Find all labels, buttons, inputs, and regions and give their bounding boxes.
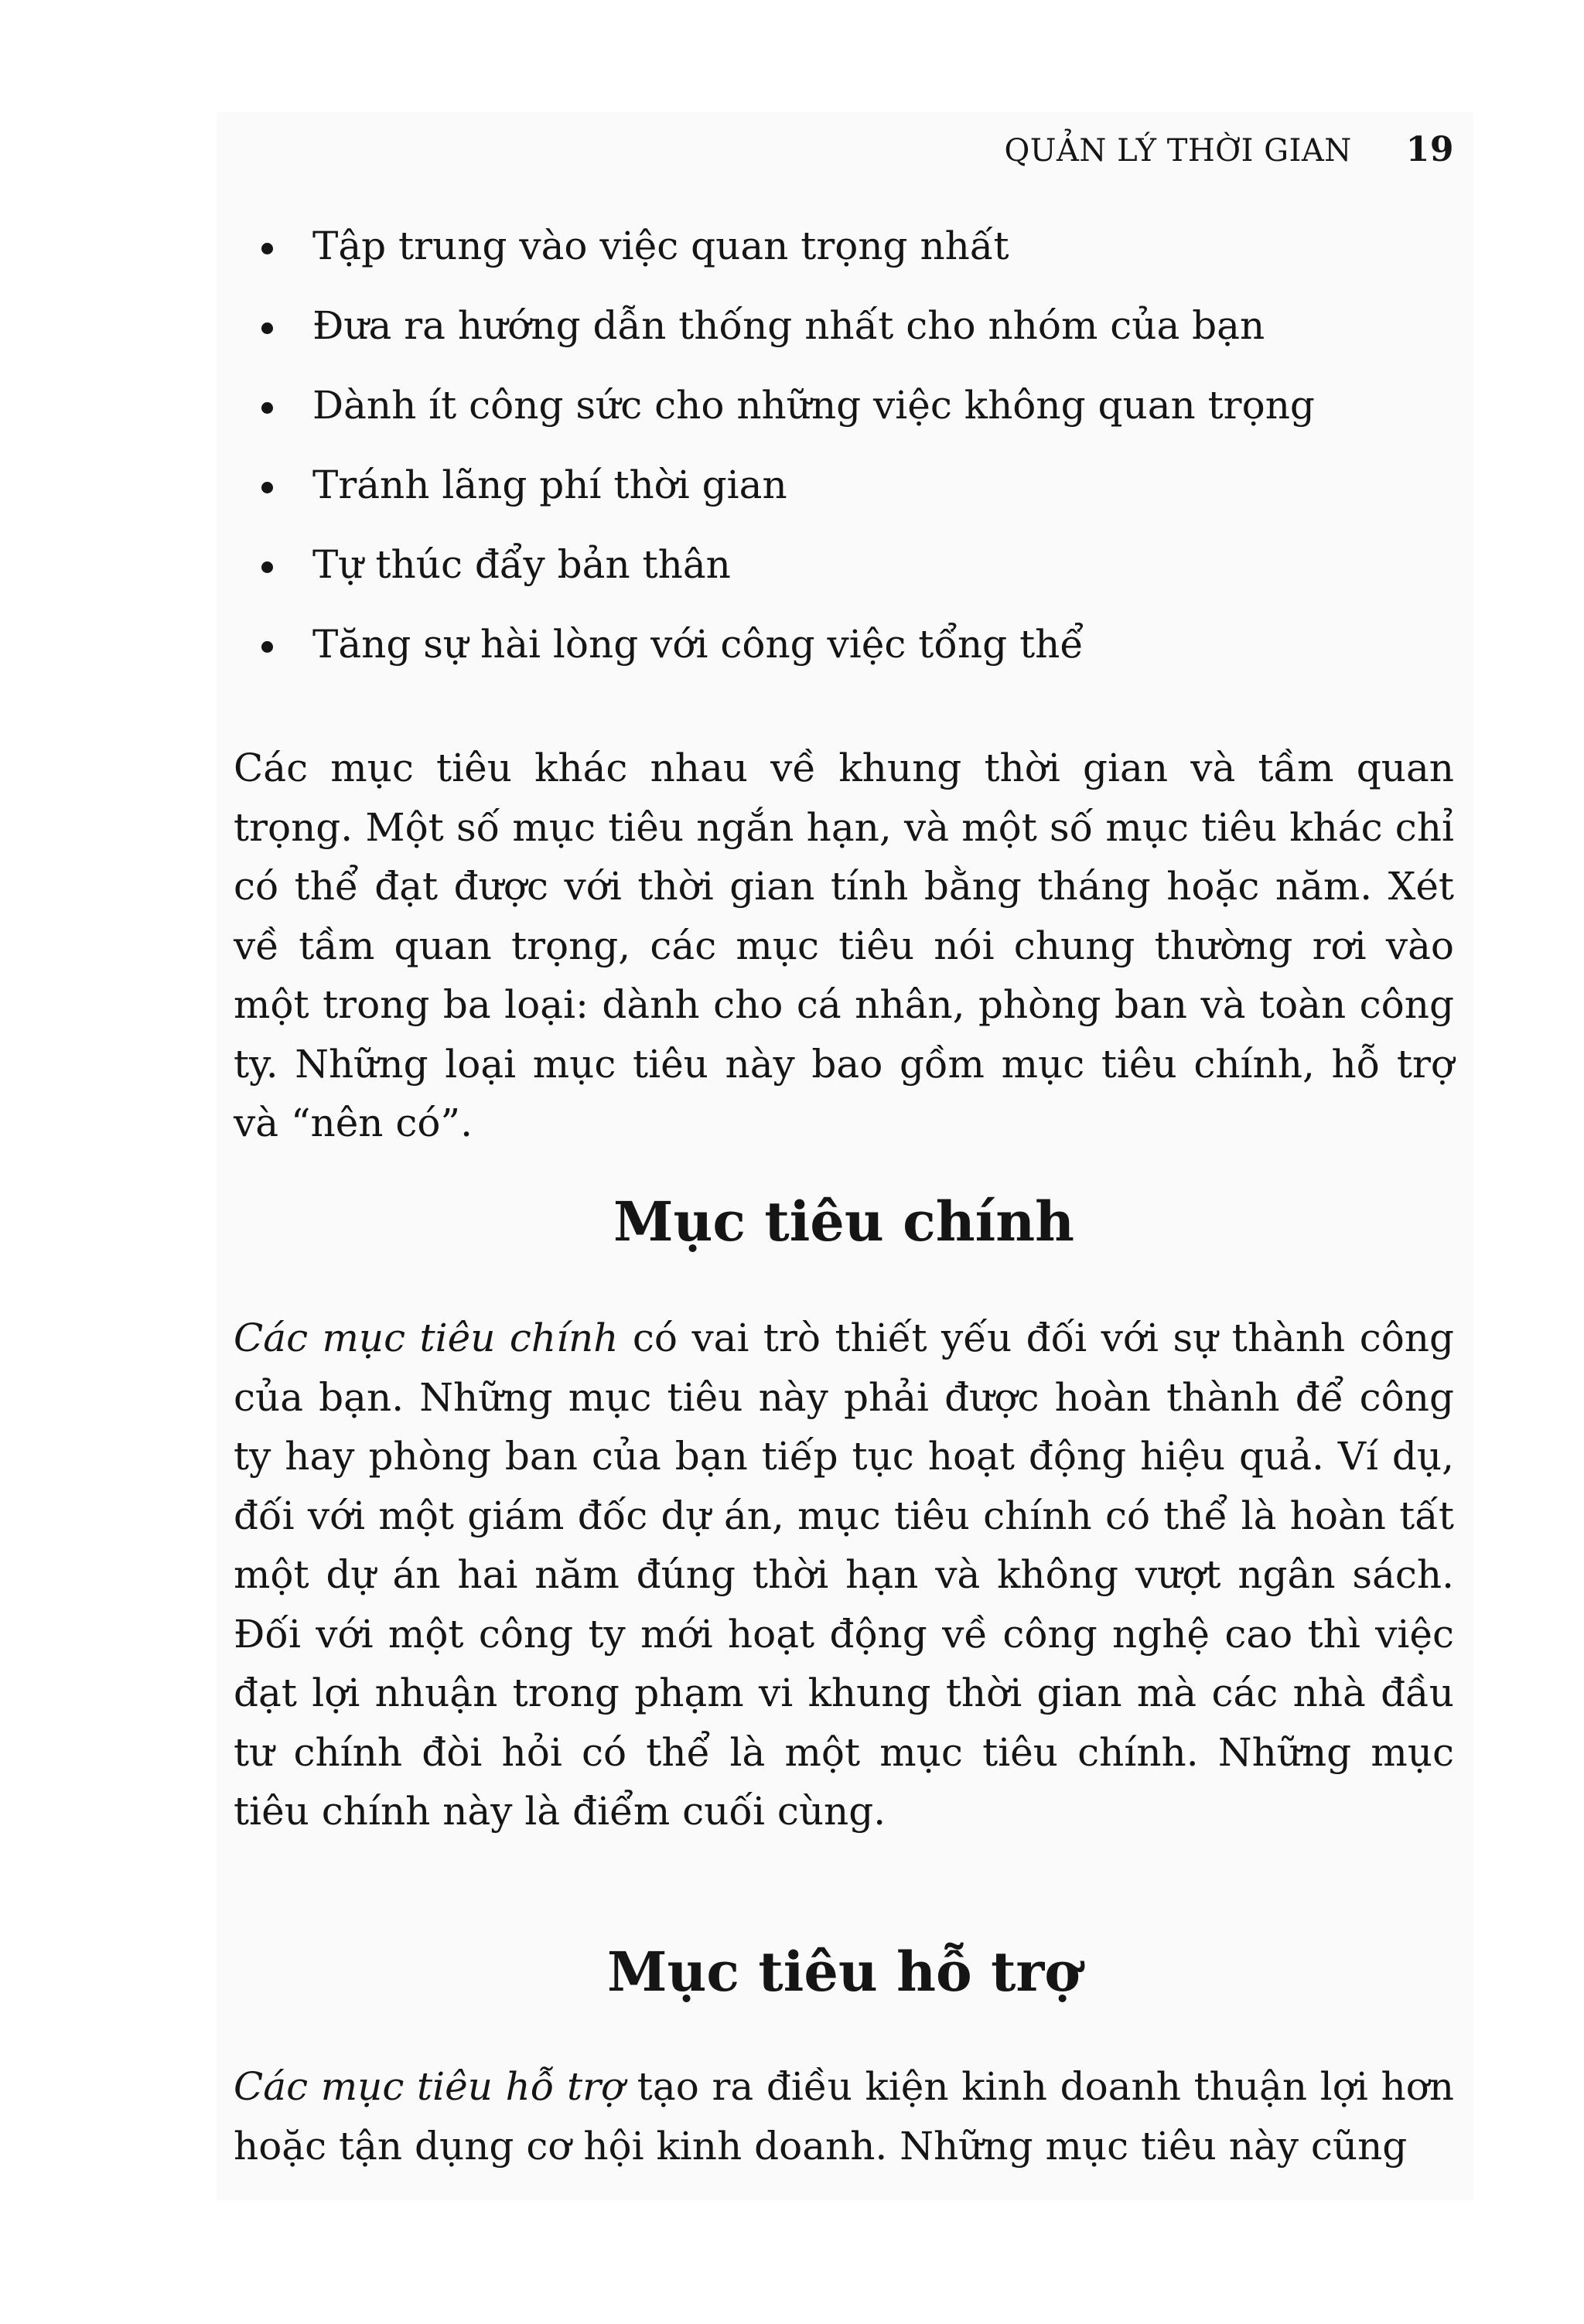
page-number: 19 — [1405, 130, 1454, 169]
section-heading-main-goals: Mục tiêu chính — [613, 1189, 1074, 1254]
support-goals-paragraph — [234, 2057, 1454, 2176]
bullet-item: Dành ít công sức cho những việc không quan trọng — [257, 385, 1463, 425]
running-header — [990, 130, 1454, 169]
bullet-item: Đưa ra hướng dẫn thống nhất cho nhóm của bạn — [257, 305, 1463, 346]
section-heading-support-goals: Mục tiêu hỗ trợ — [607, 1940, 1080, 2004]
bullet-item: Tránh lãng phí thời gian — [257, 465, 1463, 505]
bullet-item: Tự thúc đẩy bản thân — [257, 544, 1463, 585]
intro-paragraph: Các mục tiêu khác nhau về khung thời gian và tầm quan trọng. Một số mục tiêu ngắn hạn, và một số mục tiêu khác chỉ có thể đạt được với thời gian tính bằng tháng hoặc năm. Xét về tầm quan trọng, các mục tiêu nói chung thường rơi vào một trong ba loại: dành cho cá nhân, phòng ban và toàn công ty. Những loại mục tiêu này bao gồm mục tiêu chính, hỗ trợ và “nên có”. — [234, 746, 1454, 1145]
running-title: QUẢN LÝ THỜI GIAN — [1004, 133, 1352, 169]
main-goals-paragraph — [234, 1309, 1454, 1841]
bullet-item: Tập trung vào việc quan trọng nhất — [257, 226, 1463, 266]
bullet-item: Tăng sự hài lòng với công việc tổng thể — [257, 624, 1463, 664]
bullet-list — [257, 226, 1463, 704]
support-goals-body: tạo ra điều kiện kinh doanh thuận lợi hơn hoặc tận dụng cơ hội kinh doanh. Những mục tiêu này cũng — [234, 2064, 1454, 2169]
main-goals-body: có vai trò thiết yếu đối với sự thành công của bạn. Những mục tiêu này phải được hoàn thành để công ty hay phòng ban của bạn tiếp tục hoạt động hiệu quả. Ví dụ, đối với một giám đốc dự án, mục tiêu chính có thể là hoàn tất một dự án hai năm đúng thời hạn và không vượt ngân sách. Đối với một công ty mới hoạt động về công nghệ cao thì việc đạt lợi nhuận trong phạm vi khung thời gian mà các nhà đầu tư chính đòi hỏi có thể là một mục tiêu chính. Những mục tiêu chính này là điểm cuối cùng. — [234, 1316, 1455, 1834]
main-goals-lead-term: Các mục tiêu chính — [234, 1316, 619, 1360]
support-goals-lead-term: Các mục tiêu hỗ trợ — [234, 2064, 625, 2109]
